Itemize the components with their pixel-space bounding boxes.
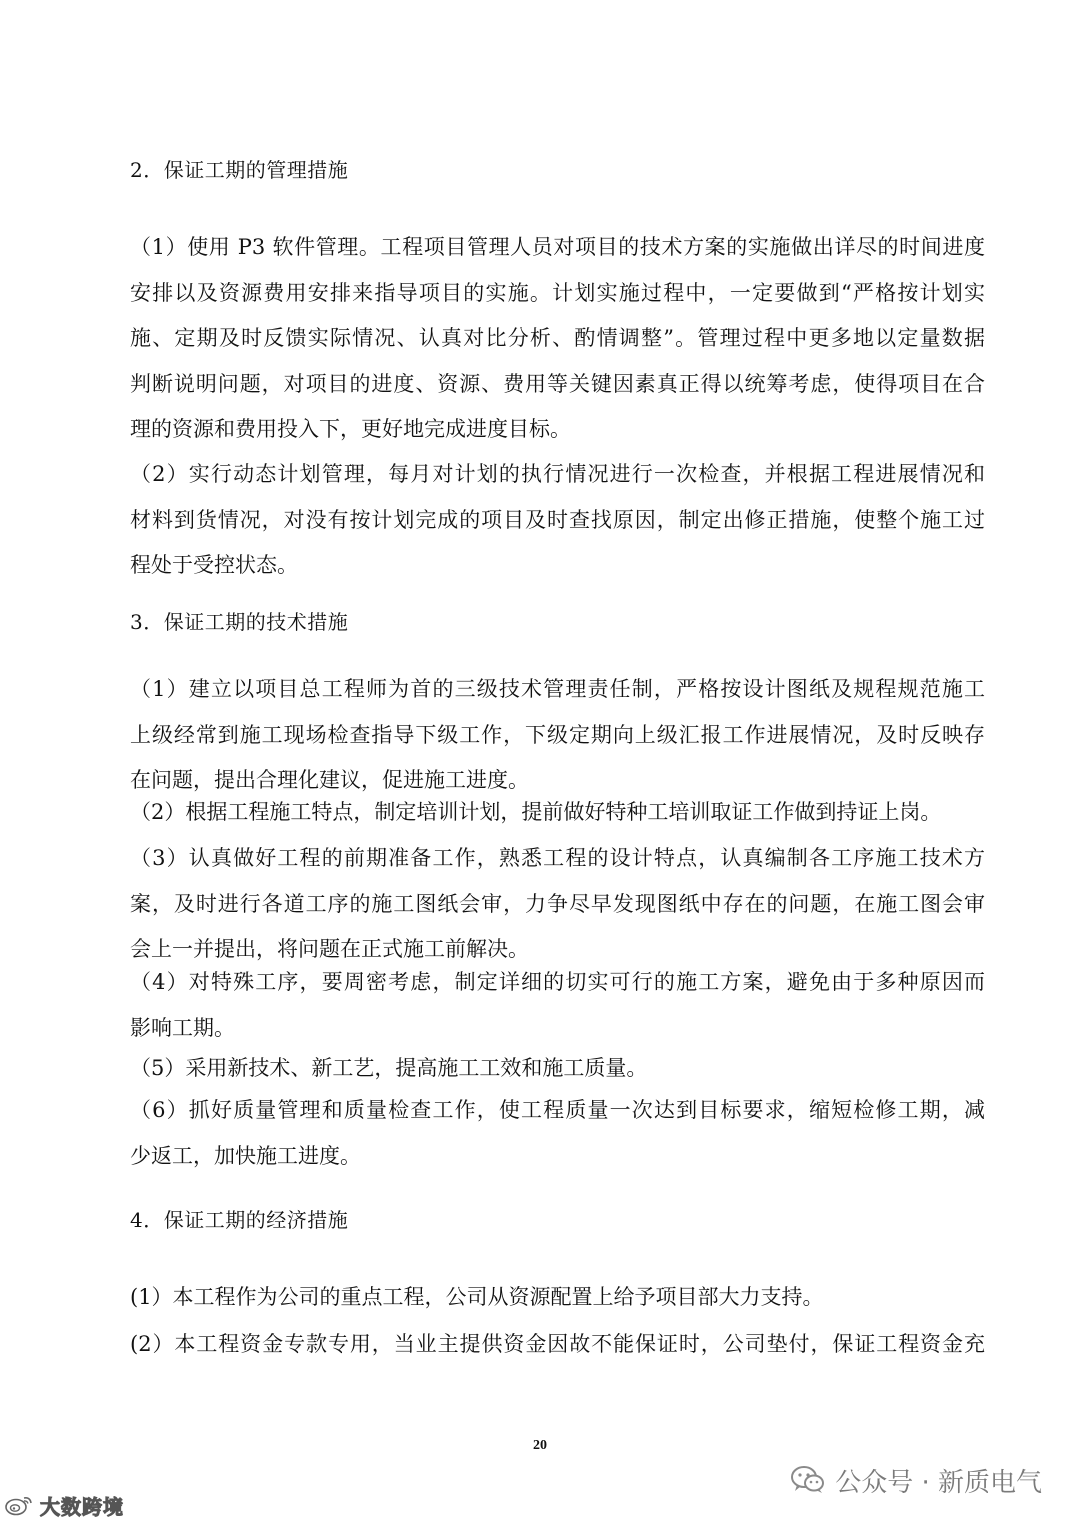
- paragraph-3-3: [130, 836, 985, 973]
- text-line: （6）抓好质量管理和质量检查工作，使工程质量一次达到目标要求，缩短检修工期，减: [130, 1098, 985, 1122]
- page-number: 20: [533, 1438, 547, 1453]
- text-line: 材料到货情况，对没有按计划完成的项目及时查找原因，制定出修正措施，使整个施工过: [130, 507, 985, 532]
- text-line: 案，及时进行各道工序的施工图纸会审，力争尽早发现图纸中存在的问题，在施工图会审: [130, 891, 985, 916]
- wechat-watermark-text: 公众号 · 新质电气: [835, 1467, 1042, 1498]
- text-line: （3）认真做好工程的前期准备工作，熟悉工程的设计特点，认真编制各工序施工技术方: [130, 846, 985, 870]
- text-line: (1）本工程作为公司的重点工程，公司从资源配置上给予项目部大力支持。: [130, 1285, 824, 1309]
- paragraph-4-2: [130, 1322, 985, 1368]
- text-line: 判断说明问题，对项目的进度、资源、费用等关键因素真正得以统筹考虑，使得项目在合: [130, 371, 985, 396]
- text-line: （1）建立以项目总工程师为首的三级技术管理责任制，严格按设计图纸及规程规范施工: [130, 677, 985, 701]
- text-line: 上级经常到施工现场检查指导下级工作，下级定期向上级汇报工作进展情况，及时反映存: [130, 722, 985, 747]
- section-heading-4: 4．保证工期的经济措施: [130, 1208, 349, 1232]
- text-line: 会上一并提出，将问题在正式施工前解决。: [130, 937, 529, 961]
- weibo-watermark: [4, 1490, 124, 1520]
- wechat-icon: [791, 1465, 825, 1495]
- text-line: （2）实行动态计划管理，每月对计划的执行情况进行一次检查，并根据工程进展情况和: [130, 462, 985, 486]
- paragraph-3-4: [130, 960, 985, 1051]
- section-heading-3: 3．保证工期的技术措施: [130, 610, 349, 634]
- paragraph-3-6: [130, 1088, 985, 1179]
- text-line: 理的资源和费用投入下，更好地完成进度目标。: [130, 417, 571, 441]
- text-line: （2）根据工程施工特点，制定培训计划，提前做好特种工培训取证工作做到持证上岗。: [130, 800, 942, 824]
- paragraph-3-5: [130, 1046, 985, 1092]
- text-line: 安排以及资源费用安排来指导项目的实施。计划实施过程中，一定要做到“严格按计划实: [130, 280, 985, 305]
- text-line: 在问题，提出合理化建议，促进施工进度。: [130, 768, 529, 792]
- text-line: （5）采用新技术、新工艺，提高施工工效和施工质量。: [130, 1056, 648, 1080]
- weibo-watermark-text: 大数跨境: [40, 1494, 124, 1519]
- weibo-icon: [4, 1494, 34, 1516]
- paragraph-4-1: [130, 1275, 985, 1321]
- section-heading-2: 2．保证工期的管理措施: [130, 158, 349, 182]
- text-line: （4）对特殊工序，要周密考虑，制定详细的切实可行的施工方案，避免由于多种原因而: [130, 970, 985, 994]
- paragraph-3-1: [130, 667, 985, 804]
- paragraph-3-2: [130, 790, 985, 836]
- text-line: 影响工期。: [130, 1015, 235, 1040]
- text-line: （1）使用 P3 软件管理。工程项目管理人员对项目的技术方案的实施做出详尽的时间进度: [130, 235, 985, 259]
- wechat-watermark: [791, 1462, 1042, 1498]
- text-line: 程处于受控状态。: [130, 553, 298, 577]
- paragraph-2-2: [130, 452, 985, 589]
- text-line: 施、定期及时反馈实际情况、认真对比分析、酌情调整”。管理过程中更多地以定量数据: [130, 326, 985, 350]
- text-line: 少返工，加快施工进度。: [130, 1143, 361, 1168]
- text-line: (2）本工程资金专款专用，当业主提供资金因故不能保证时，公司垫付，保证工程资金充: [130, 1332, 985, 1356]
- paragraph-2-1: [130, 225, 985, 453]
